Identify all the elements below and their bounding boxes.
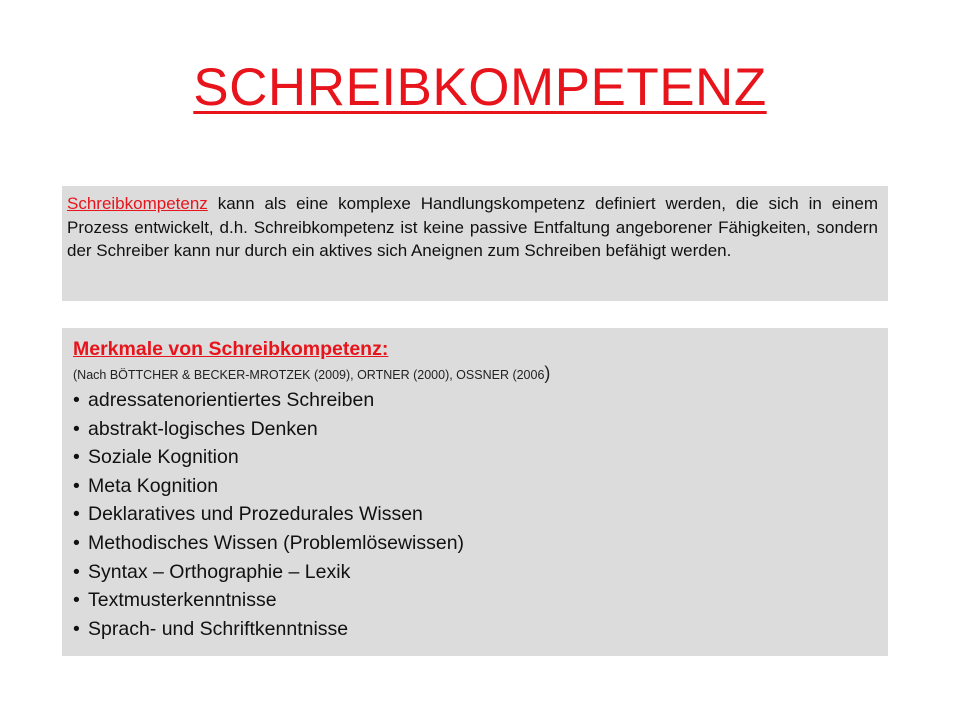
list-item-text: abstrakt-logisches Denken <box>88 417 318 440</box>
list-item <box>73 529 878 558</box>
features-source-close: ) <box>544 363 551 383</box>
list-item-text: Deklaratives und Prozedurales Wissen <box>88 503 423 526</box>
bullet-icon: • <box>73 389 80 411</box>
list-item <box>73 472 878 501</box>
bullet-icon: • <box>73 446 80 469</box>
list-item <box>73 443 878 472</box>
definition-text: kann als eine komplexe Handlungskompetenz definiert werden, die sich in einem Prozess entwickelt, d.h. Schreibkompetenz ist keine passive Entfaltung angeborener Fähigkeiten, sondern der Schreiber kann nur durch ein aktives sich Aneignen zum Schreiben befähigt werden. <box>67 194 878 261</box>
list-item <box>73 586 878 615</box>
bullet-icon: • <box>73 560 80 583</box>
bullet-icon: • <box>73 503 80 526</box>
list-item <box>73 615 878 644</box>
list-item <box>73 500 878 529</box>
list-item-text: Sprach- und Schriftkenntnisse <box>88 617 349 640</box>
list-item-text: Meta Kognition <box>88 474 219 497</box>
list-item-text: Syntax – Orthographie – Lexik <box>88 560 351 583</box>
bullet-icon: • <box>73 417 80 440</box>
definition-term: Schreibkompetenz <box>67 194 208 213</box>
bullet-icon: • <box>73 474 80 497</box>
features-heading: Merkmale von Schreibkompetenz: <box>73 338 389 360</box>
bullet-icon: • <box>73 531 80 554</box>
features-source <box>73 363 878 385</box>
list-item-text: Methodisches Wissen (Problemlösewissen) <box>88 531 465 554</box>
slide-title <box>0 56 960 120</box>
features-list <box>73 386 878 643</box>
list-item <box>73 558 878 587</box>
list-item-text: Soziale Kognition <box>88 446 239 469</box>
bullet-icon: • <box>73 617 80 640</box>
slide-title-text: SCHREIBKOMPETENZ <box>193 58 767 117</box>
list-item <box>73 386 878 415</box>
features-source-text: (Nach BÖTTCHER & BECKER-MROTZEK (2009), ORTNER (2000), OSSNER (2006 <box>73 368 545 382</box>
list-item-text: Textmusterkenntnisse <box>88 589 277 612</box>
bullet-icon: • <box>73 589 80 612</box>
definition-box <box>62 186 888 301</box>
list-item <box>73 415 878 444</box>
features-box <box>62 328 888 656</box>
list-item-text: adressatenorientiertes Schreiben <box>88 389 375 411</box>
